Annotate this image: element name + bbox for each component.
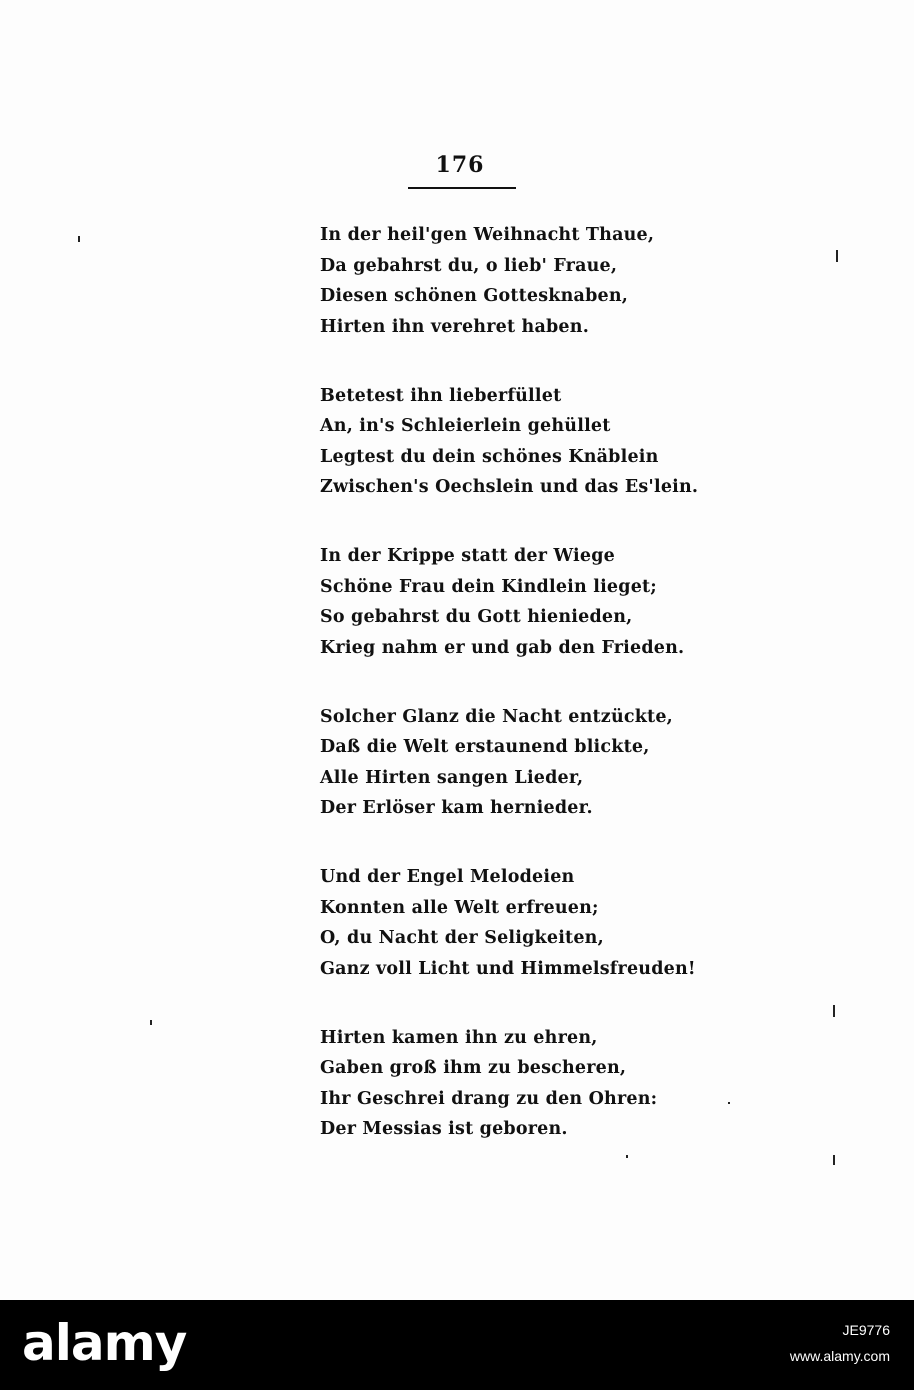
stanza [320, 381, 698, 503]
scan-mark [836, 250, 838, 262]
image-id: JE9776 [842, 1322, 890, 1338]
poem-line: Da gebahrst du, o lieb' Fraue, [320, 255, 618, 276]
poem-line: Konnten alle Welt erfreuen; [320, 897, 599, 918]
poem-line: An, in's Schleierlein gehüllet [320, 416, 611, 436]
poem-line: Krieg nahm er und gab den Frieden. [320, 637, 685, 658]
site-url: www.alamy.com [789, 1348, 890, 1364]
poem-line: Der Messias ist geboren. [320, 1119, 568, 1139]
poem-line: O, du Nacht der Seligkeiten, [320, 928, 604, 948]
poem-line: Daß die Welt erstaunend blickte, [320, 737, 650, 757]
poem-line: Ihr Geschrei drang zu den Ohren: [320, 1088, 658, 1109]
scan-mark [833, 1155, 835, 1165]
scan-mark [78, 236, 80, 242]
brand-logo: alamy [22, 1314, 187, 1372]
scan-mark [833, 1005, 835, 1017]
poem-line: So gebahrst du Gott hienieden, [320, 607, 633, 627]
stanza [320, 541, 698, 663]
stanza [320, 862, 698, 984]
poem-line: Alle Hirten sangen Lieder, [320, 767, 584, 788]
poem-line: Gaben groß ihm zu bescheren, [320, 1058, 627, 1078]
poem-line: Betetest ihn lieberfüllet [320, 385, 562, 406]
stanza [320, 220, 698, 342]
poem-line: Hirten ihn verehret haben. [320, 316, 589, 337]
poem-line: Zwischen's Oechslein und das Es'lein. [320, 477, 699, 497]
scan-mark [150, 1020, 152, 1025]
poem-line: Ganz voll Licht und Himmelsfreuden! [320, 958, 696, 979]
poem-line: Und der Engel Melodeien [320, 867, 575, 887]
poem-line: Diesen schönen Gottesknaben, [320, 286, 629, 306]
poem [320, 220, 698, 1183]
poem-line: In der heil'gen Weihnacht Thaue, [320, 225, 655, 245]
page-number: 176 [435, 152, 485, 178]
poem-line: Der Erlöser kam hernieder. [320, 798, 593, 818]
scan-mark [728, 1102, 730, 1104]
poem-line: Hirten kamen ihn zu ehren, [320, 1027, 598, 1048]
stanza [320, 702, 698, 824]
poem-line: Schöne Frau dein Kindlein lieget; [320, 576, 657, 597]
scan-mark [626, 1155, 628, 1158]
poem-line: Legtest du dein schönes Knäblein [320, 446, 659, 467]
stanza [320, 1023, 698, 1145]
poem-line: In der Krippe statt der Wiege [320, 546, 615, 566]
page-number-rule [408, 187, 516, 189]
poem-line: Solcher Glanz die Nacht entzückte, [320, 706, 673, 727]
